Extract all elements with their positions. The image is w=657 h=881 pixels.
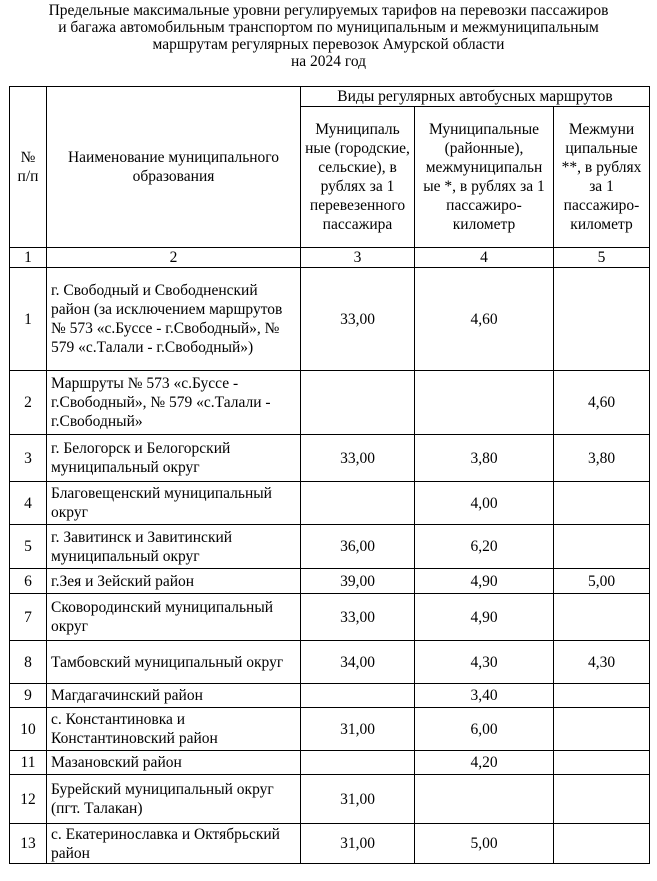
table-row — [10, 708, 650, 751]
document-title — [0, 2, 657, 70]
district-tariff — [415, 775, 554, 824]
table-row — [10, 594, 650, 641]
tariff-table — [9, 86, 650, 864]
table-row — [10, 641, 650, 684]
title-line: Предельные максимальные уровни регулируемых тарифов на перевозки пассажиров — [48, 2, 609, 19]
municipality-name: Бурейский муниципальный округ (пгт. Талакан) — [47, 775, 301, 824]
column-number: 1 — [10, 248, 47, 268]
row-number: 3 — [10, 435, 47, 482]
intermunicipal-tariff — [554, 268, 650, 371]
title-line: маршрутам регулярных перевозок Амурской области — [152, 36, 505, 53]
district-tariff — [415, 371, 554, 435]
table-row — [10, 569, 650, 594]
municipal-tariff: 34,00 — [301, 641, 415, 684]
municipal-tariff: 31,00 — [301, 824, 415, 864]
municipality-name: г. Свободный и Свободненский район (за исключением маршрутов № 573 «с.Буссе - г.Свободный», № 579 «с.Талали - г.Свободный») — [47, 268, 301, 371]
intermunicipal-tariff: 3,80 — [554, 435, 650, 482]
intermunicipal-tariff — [554, 824, 650, 864]
row-number: 12 — [10, 775, 47, 824]
district-tariff: 4,20 — [415, 751, 554, 775]
municipal-tariff — [301, 751, 415, 775]
municipality-name: с. Екатеринославка и Октябрьский район — [47, 824, 301, 864]
row-number: 4 — [10, 482, 47, 525]
municipality-name: г.Зея и Зейский район — [47, 569, 301, 594]
row-number: 6 — [10, 569, 47, 594]
intermunicipal-tariff — [554, 594, 650, 641]
municipal-tariff — [301, 482, 415, 525]
table-row — [10, 371, 650, 435]
municipal-tariff: 31,00 — [301, 708, 415, 751]
municipal-tariff: 33,00 — [301, 435, 415, 482]
district-tariff: 4,00 — [415, 482, 554, 525]
header-municipal-tariff: Муниципаль ные (городские, сельские), в рублях за 1 перевезенного пассажира — [301, 107, 415, 248]
row-number: 2 — [10, 371, 47, 435]
municipality-name: Маршруты № 573 «с.Буссе - г.Свободный», № 579 «с.Талали - г.Свободный» — [47, 371, 301, 435]
row-number: 11 — [10, 751, 47, 775]
municipal-tariff: 39,00 — [301, 569, 415, 594]
municipality-name: Мазановский район — [47, 751, 301, 775]
municipal-tariff: 33,00 — [301, 594, 415, 641]
intermunicipal-tariff — [554, 751, 650, 775]
row-number: 10 — [10, 708, 47, 751]
column-number: 3 — [301, 248, 415, 268]
municipality-name: Сковородинский муниципальный округ — [47, 594, 301, 641]
header-intermunicipal-tariff: Межмуни ципальные **, в рублях за 1 пассажиро-километр — [554, 107, 650, 248]
row-number: 5 — [10, 525, 47, 569]
district-tariff: 5,00 — [415, 824, 554, 864]
intermunicipal-tariff — [554, 775, 650, 824]
district-tariff: 4,90 — [415, 594, 554, 641]
intermunicipal-tariff: 4,60 — [554, 371, 650, 435]
column-number: 4 — [415, 248, 554, 268]
intermunicipal-tariff: 4,30 — [554, 641, 650, 684]
intermunicipal-tariff — [554, 684, 650, 708]
table-row — [10, 482, 650, 525]
municipal-tariff: 33,00 — [301, 268, 415, 371]
row-number: 7 — [10, 594, 47, 641]
title-line: на 2024 год — [290, 53, 367, 70]
district-tariff: 6,00 — [415, 708, 554, 751]
municipal-tariff: 31,00 — [301, 775, 415, 824]
table-row — [10, 435, 650, 482]
table-row — [10, 684, 650, 708]
district-tariff: 6,20 — [415, 525, 554, 569]
municipality-name: г. Белогорск и Белогорский муниципальный округ — [47, 435, 301, 482]
district-tariff: 4,30 — [415, 641, 554, 684]
column-number: 2 — [47, 248, 301, 268]
municipality-name: Тамбовский муниципальный округ — [47, 641, 301, 684]
municipality-name: Магдагачинский район — [47, 684, 301, 708]
row-number: 9 — [10, 684, 47, 708]
district-tariff: 3,80 — [415, 435, 554, 482]
district-tariff: 4,60 — [415, 268, 554, 371]
intermunicipal-tariff — [554, 525, 650, 569]
header-municipality-name: Наименование муниципального образования — [47, 87, 301, 248]
intermunicipal-tariff — [554, 708, 650, 751]
table-row — [10, 268, 650, 371]
row-number: 1 — [10, 268, 47, 371]
table-row — [10, 525, 650, 569]
table-row — [10, 751, 650, 775]
municipality-name: г. Завитинск и Завитинский муниципальный округ — [47, 525, 301, 569]
header-district-tariff: Муниципальные (районные), межмуниципальн ые *, в рублях за 1 пассажиро-километр — [415, 107, 554, 248]
intermunicipal-tariff: 5,00 — [554, 569, 650, 594]
header-route-types: Виды регулярных автобусных маршрутов — [301, 87, 650, 107]
header-number: № п/п — [10, 87, 47, 248]
title-line: и багажа автомобильным транспортом по муниципальным и межмуниципальным — [58, 19, 599, 36]
municipality-name: с. Константиновка и Константиновский район — [47, 708, 301, 751]
municipality-name: Благовещенский муниципальный округ — [47, 482, 301, 525]
column-number: 5 — [554, 248, 650, 268]
table-row — [10, 824, 650, 864]
municipal-tariff: 36,00 — [301, 525, 415, 569]
district-tariff: 3,40 — [415, 684, 554, 708]
table-row — [10, 775, 650, 824]
district-tariff: 4,90 — [415, 569, 554, 594]
intermunicipal-tariff — [554, 482, 650, 525]
row-number: 8 — [10, 641, 47, 684]
municipal-tariff — [301, 684, 415, 708]
row-number: 13 — [10, 824, 47, 864]
municipal-tariff — [301, 371, 415, 435]
